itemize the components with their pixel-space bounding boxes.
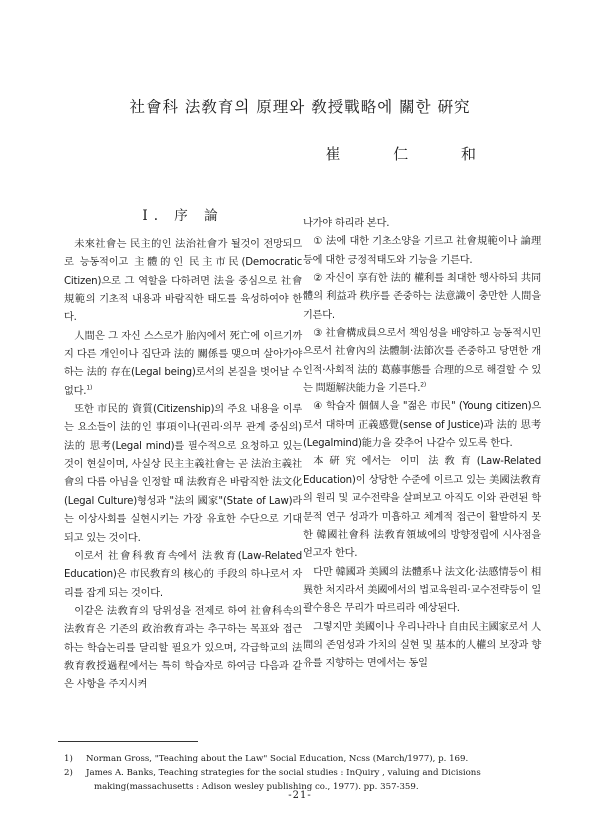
footnote-marker: 2) [420, 381, 427, 389]
footnote [64, 752, 544, 766]
footnote-divider [58, 741, 198, 742]
list-item [303, 325, 541, 398]
section-heading: Ⅰ. 序 論 [142, 208, 224, 224]
footnote-text: Norman Gross, "Teaching about the Law" Social Education, Ncss (March/1977), p. 169. [86, 754, 469, 764]
author-name: 崔 仁 和 [325, 145, 500, 163]
footnote-number: 1) [64, 754, 73, 764]
paragraph: 이로서 社會科敎育속에서 法敎育(Law-Related Education)은 市民敎育의 核心的 手段의 하나로서 자리를 잡게 되는 것이다. [64, 550, 302, 599]
paragraph: 또한 市民的 資質(Citizenship)의 주요 내용을 이루는 요소들이 法的인 事項이나(권리·의무 관계 중심의) 法的 思考(Legal mind)를 필수적으로 요청하고 있는 것이 현실이며, 사실상 民主主義社會는 곧 法治主義社會의 다름 아님을 인정할 때 法敎育은 바람직한 法文化(Legal Culture)형성과 "法의 國家"(State of Law)라는 이상사회를 실현시키는 가장 유효한 수단으로 기대되고 있는 것이다. [64, 404, 302, 544]
footnote-number: 2) [64, 768, 73, 778]
paragraph: 이같은 法敎育의 당위성을 전제로 하여 社會科속의 法敎育은 기존의 政治敎育과는 추구하는 목표와 접근하는 학습논리를 달리할 필요가 있으며, 각급학교의 法敎育敎授過程에서는 특히 학습자로 하여금 다음과 같은 사항을 주지시켜 [64, 605, 302, 691]
paragraph: 그렇지만 美國이나 우리나라나 自由民主國家로서 人間의 존엄성과 가치의 실현 및 基本的人權의 보장과 향유를 지향하는 면에서는 동일 [303, 621, 541, 670]
footnote-text: James A. Banks, Teaching strategies for the social studies : InQuiry , valuing and Dicisions making(massachusetts : Adison wesley publishing co., 1977). pp. 357-359. [86, 768, 481, 792]
list-item: ④ 학습자 個個人을 "젊은 市民" (Young citizen)으로서 대하며 正義感覺(sense of Justice)과 法的 思考(Legalmind)能力을 갖추어 나갈수 있도록 한다. [303, 401, 541, 450]
paragraph: 未來社會는 民主的인 法治社會가 될것이 전망되므로 능동적이고 主體的인 民主市民(Democratic Citizen)으로 그 역할을 다하려면 法을 중심으로 社會規範의 기초적 내용과 바람직한 태도를 육성하여야 한다. [64, 239, 302, 324]
list-item-text: ③ 社會構成員으로서 책임성을 배양하고 능동적시민으로서 社會內의 法體制·法節次를 존중하고 당면한 개인적·사회적 法的 葛藤事態를 合理的으로 해결할 수 있는 問題解決能力을 기른다. [303, 328, 541, 395]
paper-title: 社會科 法敎育의 原理와 敎授戰略에 關한 硏究 [129, 98, 471, 116]
list-item: ① 法에 대한 기초소양을 기르고 社會規範이나 論理등에 대한 긍정적태도와 기능을 기른다. [303, 236, 541, 266]
paragraph-text: 人間은 그 자신 스스로가 胎內에서 死亡에 이르기까지 다른 개인이나 집단과 法的 關係를 맺으며 살아가야 하는 法的 存在(Legal being)로서의 본질을 벗어날 수 없다. [64, 330, 302, 397]
right-column [303, 215, 541, 674]
list-item: ② 자신이 享有한 法的 權利를 최대한 행사하되 共同體의 利益과 秩序를 존중하는 法意識이 충만한 人間을 기른다. [303, 273, 541, 321]
footnote-marker: 1) [86, 384, 93, 392]
footnotes [64, 752, 544, 794]
left-column [64, 205, 302, 695]
paragraph: 本硏究에서는 이미 法敎育(Law-Related Education)이 상당한 수준에 이르고 있는 美國法敎育의 원리 및 교수전략을 살펴보고 아직도 이와 관련된 학문적 연구 성과가 미흡하고 체계적 접근이 활발하지 못한 韓國社會科 法敎育領域에의 방향정립에 시사점을 얻고자 한다. [303, 456, 541, 560]
page-number: -21- [288, 790, 312, 801]
paragraph: 나가야 하리라 본다. [303, 218, 390, 229]
paragraph [64, 328, 302, 401]
paragraph: 다만 韓國과 美國의 法體系나 法文化·法感情등이 相異한 처지라서 美國에서의 법교육원리·교수전략등이 일괄수용은 무리가 따르리라 예상된다. [303, 566, 541, 615]
